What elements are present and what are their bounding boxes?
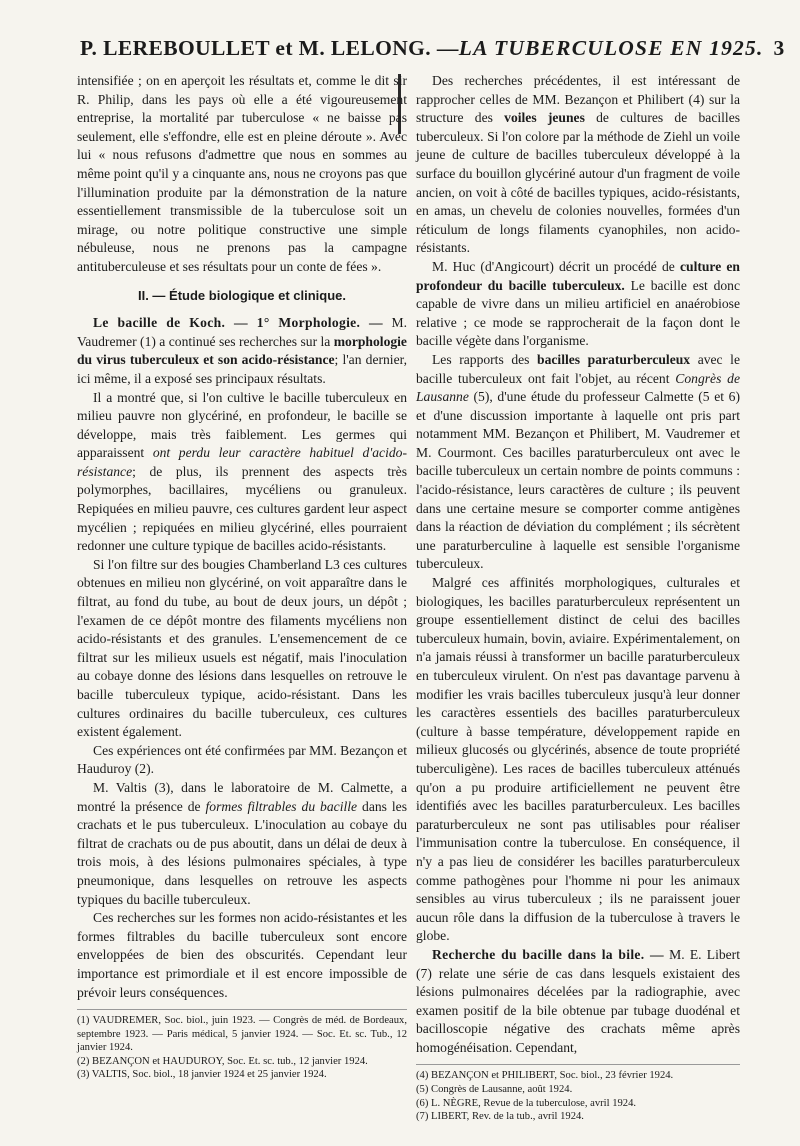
- footnote: (2) BEZANÇON et HAUDUROY, Soc. Et. sc. tub., 12 janvier 1924.: [77, 1055, 368, 1067]
- page-number: 3: [773, 36, 785, 60]
- section-heading: II. — Étude biologique et clinique.: [137, 287, 346, 303]
- paragraph: Ces recherches sur les formes non acido-résistantes et les formes filtrables du bacille tuberculeux sont encore enveloppées de bien des obscurités. Cependant leur importance est primordiale et il est encore impossible de prévoir leurs conséquences.: [77, 910, 407, 1000]
- footnote: (4) BEZANÇON et PHILIBERT, Soc. biol., 23 février 1924.: [416, 1070, 674, 1082]
- paragraph: [416, 351, 740, 574]
- text-run: de cultures de bacilles tuberculeux. Si l'on colore par la méthode de Ziehl un voile jeune de culture de bacilles tuberculeux développé à la surface du bouillon glycériné autour d'un fragment de voile ancien, on voit à côté de bacilles typiques, acido-résistants, en amas, un chevelu de colonies nouvelles, formées d'un réticulum de longs filaments cyanophiles, non acido-résistants.: [416, 110, 741, 256]
- text-run: ; de plus, ils prennent des aspects très polymorphes, bacillaires, mycéliens ou granuleux. Repiquées en milieu pauvre, ces cultures gardent leur aspect mycélien ; repiquées en milieu glycériné, elles pourraient redonner une culture typique de bacilles acido-résistants.: [77, 463, 407, 554]
- text-run: dans les crachats et le pus tuberculeux. L'inoculation au cobaye du filtrat de crachats ou de pus aboutit, dans un délai de deux à trois mois, à des lésions pulmonaires spéciales, à type pneumonique, dans lesquelles on retrouve les aspects typiques du bacille tuberculeux.: [77, 798, 407, 907]
- text-run: M. Huc (d'Angicourt) décrit un procédé de: [432, 258, 675, 274]
- header-authors: P. LEREBOULLET et M. LELONG. —: [80, 36, 459, 60]
- paragraph: [416, 72, 740, 258]
- bold-term: culture en profondeur du bacille tuberculeux.: [416, 258, 740, 293]
- header-title: LA TUBERCULOSE EN 1925.: [458, 36, 764, 60]
- footnote: (5) Congrès de Lausanne, août 1924.: [416, 1084, 573, 1096]
- footnotes: [77, 1009, 407, 1082]
- paragraph: Si l'on filtre sur des bougies Chamberland L3 ces cultures obtenues en milieu non glycériné, on voit apparaître dans le filtrat, au fond du tube, au bout de deux jours, un dépôt ; l'examen de ce dépôt montre des filaments mycéliens non acido-résistants et des granules. L'ensemencement de ce filtrat sur les milieux usuels est négatif, mais l'inoculation au cobaye donne des lésions dans lesquelles on retrouve le bacille tuberculeux typique, acido-résistant. Dans les cultures ordinaires du bacille tuberculeux, ces cultures existent également.: [77, 556, 407, 740]
- footnote: (3) VALTIS, Soc. biol., 18 janvier 1924 et 25 janvier 1924.: [77, 1069, 327, 1081]
- text-run: avec le bacille tuberculeux ont fait l'objet, au récent: [416, 351, 740, 386]
- text-run: M. Valtis (3), dans le laboratoire de M. Calmette, a montré la présence de: [77, 779, 407, 814]
- bold-term: bacilles paraturberculeux: [537, 351, 691, 367]
- text-run: Il a montré que, si l'on cultive le bacille tuberculeux en milieu pauvre non glycériné, en profondeur, le bacille se développe, mais très faiblement. Les germes qui apparaissent: [77, 389, 407, 461]
- footnote: (6) L. NÈGRE, Revue de la tuberculose, avril 1924.: [416, 1097, 637, 1109]
- paragraph: Malgré ces affinités morphologiques, culturales et biologiques, les bacilles paraturberculeux représentent un groupe essentiellement distinct de celui des bacilles tuberculeux humain, bovin, aviaire. Expérimentalement, on n'a jamais réussi à transformer un bacille paraturberculeux en tuberculeux virulent. On n'est pas davantage parvenu à modifier les vrais bacilles tuberculeux jusqu'à leur donner les caractères essentiels des bacilles paraturberculeux (culture à basse température, développement rapide en milieux glucosés ou glycérinés, absence de toute propriété tuberculigène). Les races de bacilles tuberculeux atténués qu'on a pu produire artificiellement ne peuvent être identifiés avec les bacilles paraturberculeux. Les bacilles paraturberculeux ne sont pas utilisables pour réaliser l'immunisation contre la tuberculose. En conséquence, il n'y a pas lieu de considérer les bacilles paraturberculeux comme pathogènes pour l'homme ni pour les animaux sensibles au virus tuberculeux ; ils ne paraissent jouer aucun rôle dans la diffusion de la tuberculose à travers le globe.: [416, 575, 740, 944]
- text-run: ; l'an dernier, ici même, il a exposé ses principaux résultats.: [77, 352, 407, 386]
- text-run: M. Vaudremer (1) a continué ses recherches sur la: [77, 315, 407, 349]
- paragraph: [77, 314, 407, 388]
- text-run: (5), d'une étude du professeur Calmette (5 et 6) et d'une discussion importante à laquelle ont pris part notamment MM. Bezançon et Philibert, M. Vaudremer et M. Courmont. Ces bacilles paraturberculeux ont avec le bacille tuberculeux un certain nombre de points communs : l'acido-résistance, leurs caractères de culture ; ils peuvent dans une certaine mesure se comporter comme antigènes dans la réaction de déviation du complément ; ils sécrètent une paraturberculine à laquelle est sensible l'organisme tuberculeux.: [416, 389, 740, 572]
- running-header: [80, 36, 785, 61]
- paragraph: [416, 258, 740, 351]
- text-run: Le bacille est donc capable de vivre dans un milieu artificiel en anaérobiose relative ; ce mode se rapprocherait de la façon dont le bacille végète dans l'organisme.: [416, 277, 740, 349]
- footnote: (7) LIBERT, Rev. de la tub., avril 1924.: [416, 1111, 584, 1123]
- paragraph: [416, 946, 740, 1058]
- text-run: M. E. Libert (7) relate une série de cas dans lesquels existaient des lésions pulmonaires décelées par la radiographie, avec examen positif de la bile obtenue par tubage duodénal et bacilloscopie négative des crachats même après homogénéisation. Cependant,: [416, 946, 740, 1055]
- text-run: Des recherches précédentes, il est intéressant de rapprocher celles de MM. Bezançon et Philibert (4) sur la structure des: [416, 73, 740, 126]
- footnote: (1) VAUDREMER, Soc. biol., juin 1923. — Congrès de méd. de Bordeaux, septembre 1923. — Paris médical, 5 janvier 1924. — Soc. Et. sc. Tub., 12 janvier 1924.: [77, 1015, 407, 1054]
- italic-term: formes filtrables du bacille: [205, 798, 358, 814]
- paragraph: [77, 389, 407, 556]
- footnotes: [416, 1064, 740, 1123]
- left-column: [77, 72, 407, 1082]
- paragraph: intensifiée ; on en aperçoit les résultats et, comme le dit sir R. Philip, dans les pays où elle a été vigoureusement entreprise, la mortalité par tuberculose « ne baisse pas seulement, elle s'effondre, elle est en pleine déroute ». Avec lui « nous refusons d'admettre que nous en sommes au même point qu'il y a cinquante ans, nous ne croyons pas que l'illumination produite par la démonstration de la nature essentiellement transmissible de la tuberculose soit un mirage, ou notre politique constructive une simple nébuleuse, nous ne prenons pas la campagne antituberculeuse et ses résultats pour un conte de fées ».: [77, 73, 407, 274]
- bold-term: voiles jeunes: [504, 110, 585, 126]
- subheading: Recherche du bacille dans la bile. —: [432, 946, 664, 962]
- bold-term: morphologie du virus tuberculeux et son acido-résistance: [77, 333, 407, 368]
- italic-term: Congrès de Lausanne: [416, 370, 740, 405]
- italic-term: ont perdu leur caractère habituel d'acido-résistance: [77, 445, 407, 479]
- subheading: Le bacille de Koch. — 1° Morphologie. —: [93, 315, 383, 331]
- paragraph: Ces expériences ont été confirmées par MM. Bezançon et Hauduroy (2).: [77, 742, 407, 777]
- text-run: Les rapports des: [432, 351, 530, 367]
- right-column: [416, 72, 740, 1124]
- paragraph: [77, 779, 407, 909]
